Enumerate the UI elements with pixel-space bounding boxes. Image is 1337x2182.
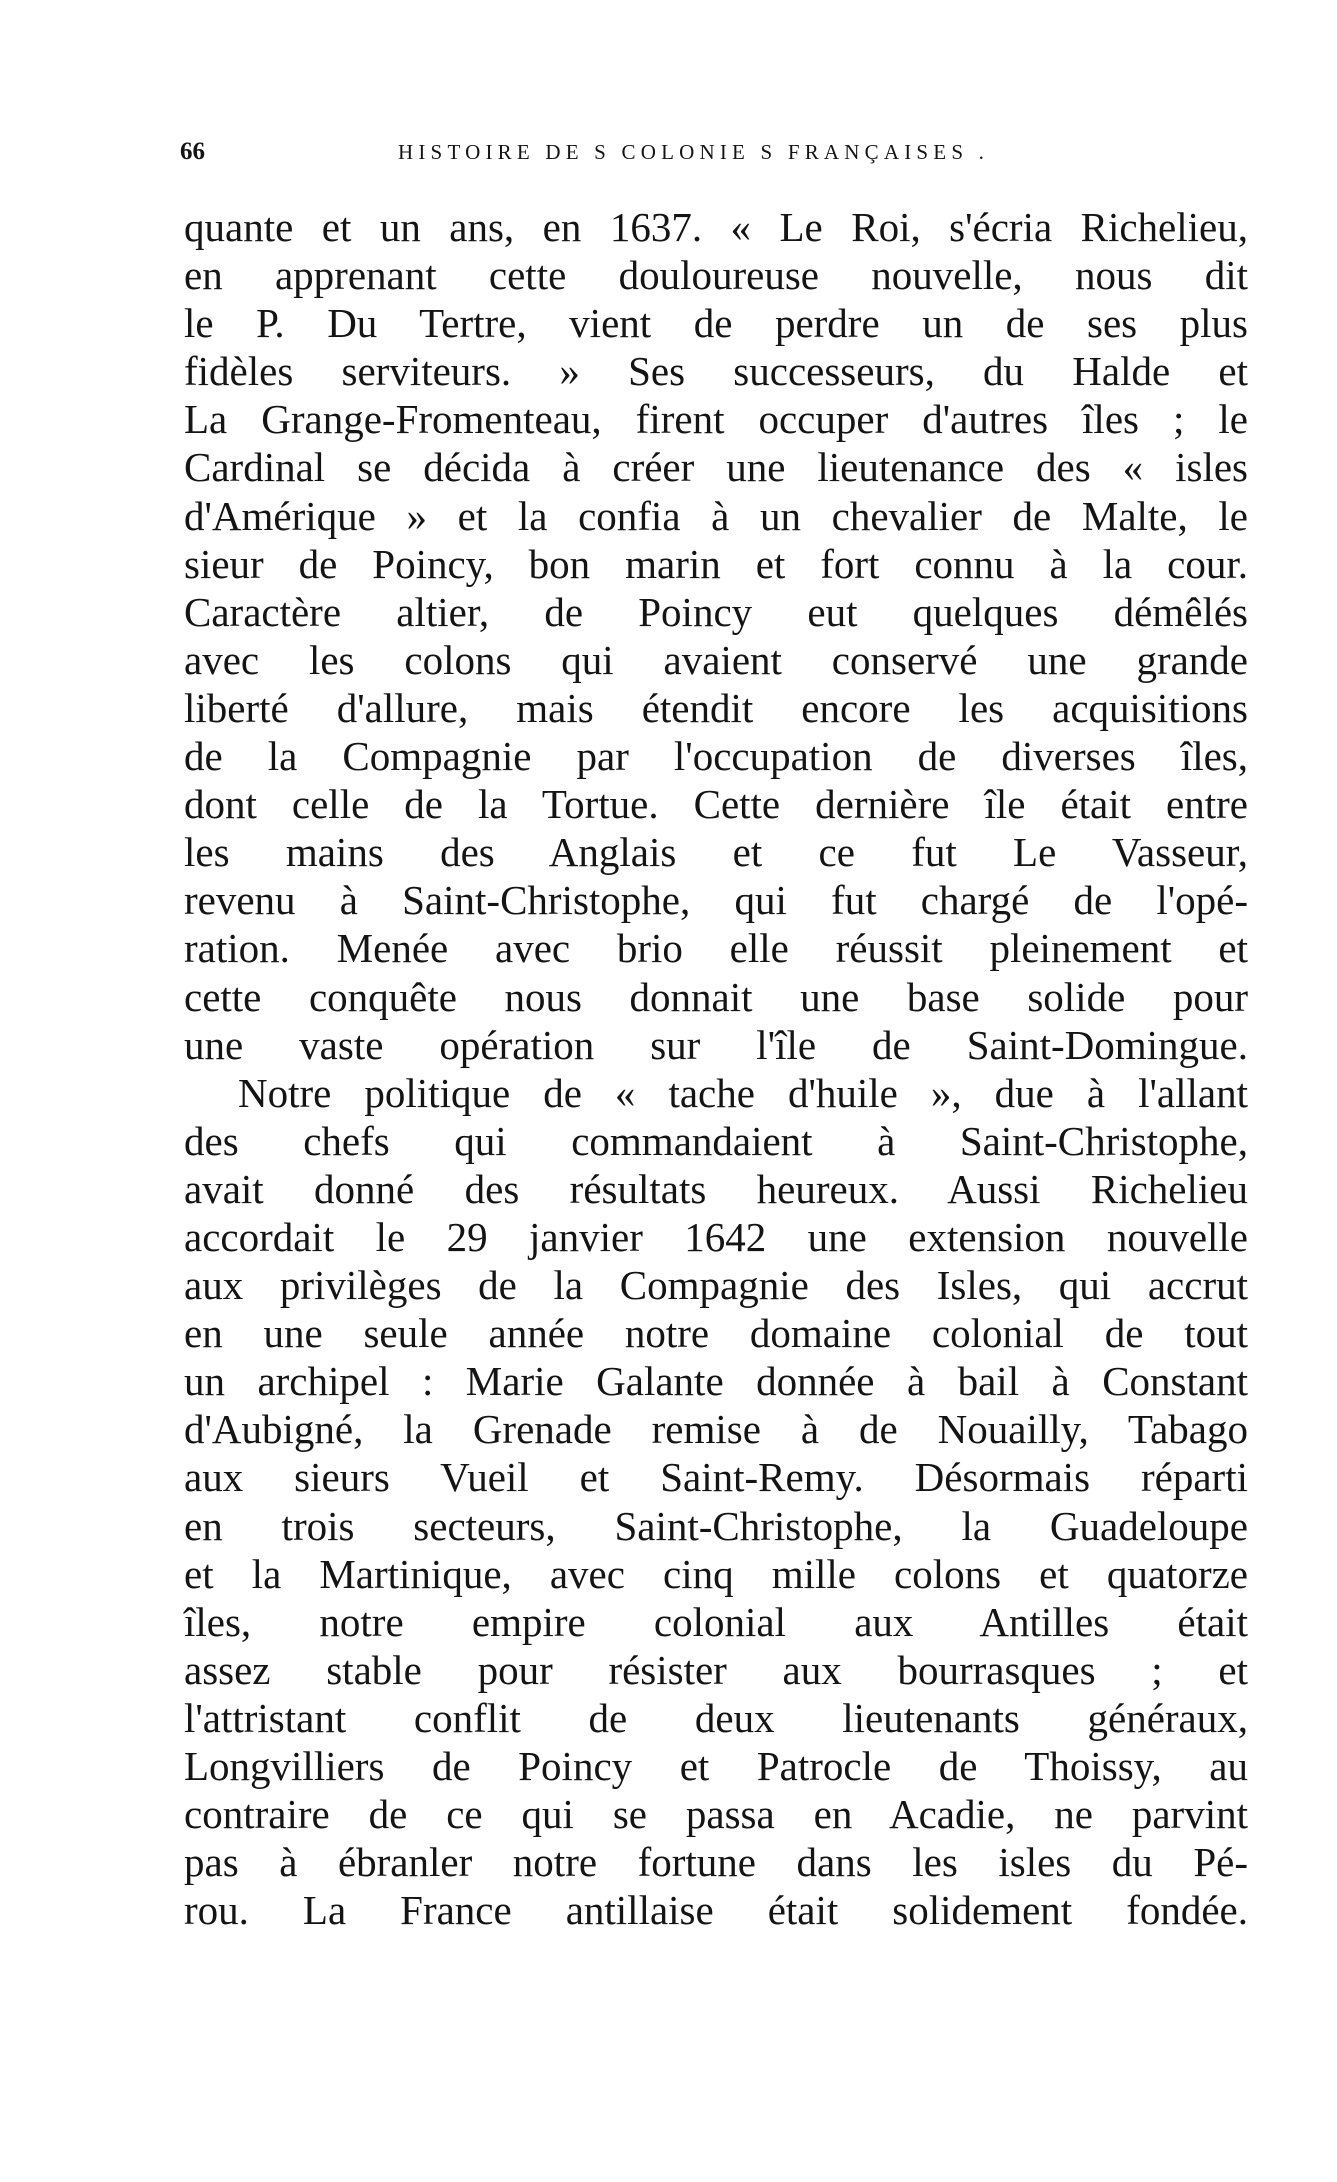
text-line: les mains des Anglais et ce fut Le Vasseur, <box>184 829 1248 876</box>
text-line: contraire de ce qui se passa en Acadie, ne parvint <box>184 1791 1248 1838</box>
paragraph-start-line: Notre politique de « tache d'huile », due à l'allant <box>238 1069 1248 1116</box>
text-line: en trois secteurs, Saint-Christophe, la Guadeloupe <box>184 1502 1248 1549</box>
running-title: HISTOIRE DE S COLONIE S FRANÇAISES . <box>398 140 990 164</box>
text-line: des chefs qui commandaient à Saint-Christophe, <box>184 1117 1248 1164</box>
text-line: ration. Menée avec brio elle réussit pleinement et <box>184 925 1248 972</box>
text-line: liberté d'allure, mais étendit encore les acquisitions <box>184 684 1248 731</box>
text-line: Caractère altier, de Poincy eut quelques démêlés <box>184 588 1248 635</box>
text-line: Cardinal se décida à créer une lieutenance des « isles <box>184 444 1248 491</box>
text-line: pas à ébranler notre fortune dans les isles du Pé- <box>184 1839 1248 1886</box>
text-line: quante et un ans, en 1637. « Le Roi, s'écria Richelieu, <box>184 204 1248 250</box>
text-line: une vaste opération sur l'île de Saint-Domingue. <box>184 1021 1248 1068</box>
text-line: rou. La France antillaise était solidement fondée. <box>184 1887 1248 1934</box>
text-line: îles, notre empire colonial aux Antilles était <box>184 1598 1248 1645</box>
text-line: assez stable pour résister aux bourrasques ; et <box>184 1646 1248 1693</box>
body-text <box>184 203 1248 1934</box>
text-line: en apprenant cette douloureuse nouvelle, nous dit <box>184 252 1248 299</box>
text-line: de la Compagnie par l'occupation de diverses îles, <box>184 733 1248 780</box>
text-line: avec les colons qui avaient conservé une grande <box>184 636 1248 683</box>
text-line: d'Aubigné, la Grenade remise à de Nouailly, Tabago <box>184 1406 1248 1453</box>
text-line: dont celle de la Tortue. Cette dernière île était entre <box>184 781 1248 828</box>
text-line: revenu à Saint-Christophe, qui fut chargé de l'opé- <box>184 877 1248 924</box>
text-line: et la Martinique, avec cinq mille colons et quatorze <box>184 1550 1248 1597</box>
text-line: cette conquête nous donnait une base solide pour <box>184 973 1248 1020</box>
text-line: aux privilèges de la Compagnie des Isles, qui accrut <box>184 1262 1248 1309</box>
text-line: aux sieurs Vueil et Saint-Remy. Désormais réparti <box>184 1454 1248 1501</box>
text-line: Longvilliers de Poincy et Patrocle de Thoissy, au <box>184 1743 1248 1789</box>
text-line: accordait le 29 janvier 1642 une extension nouvelle <box>184 1213 1248 1260</box>
text-line: d'Amérique » et la confia à un chevalier de Malte, le <box>184 492 1248 539</box>
text-line: La Grange-Fromenteau, firent occuper d'autres îles ; le <box>184 396 1248 443</box>
text-line: en une seule année notre domaine colonial de tout <box>184 1310 1248 1357</box>
running-head <box>180 138 1240 178</box>
text-line: fidèles serviteurs. » Ses successeurs, du Halde et <box>184 348 1248 395</box>
text-line: sieur de Poincy, bon marin et fort connu à la cour. <box>184 540 1248 587</box>
text-line: un archipel : Marie Galante donnée à bail à Constant <box>184 1358 1248 1405</box>
text-line: avait donné des résultats heureux. Aussi Richelieu <box>184 1165 1248 1212</box>
page-number: 66 <box>180 138 205 165</box>
text-line: l'attristant conflit de deux lieutenants généraux, <box>184 1694 1248 1741</box>
text-line: le P. Du Tertre, vient de perdre un de ses plus <box>184 300 1248 347</box>
